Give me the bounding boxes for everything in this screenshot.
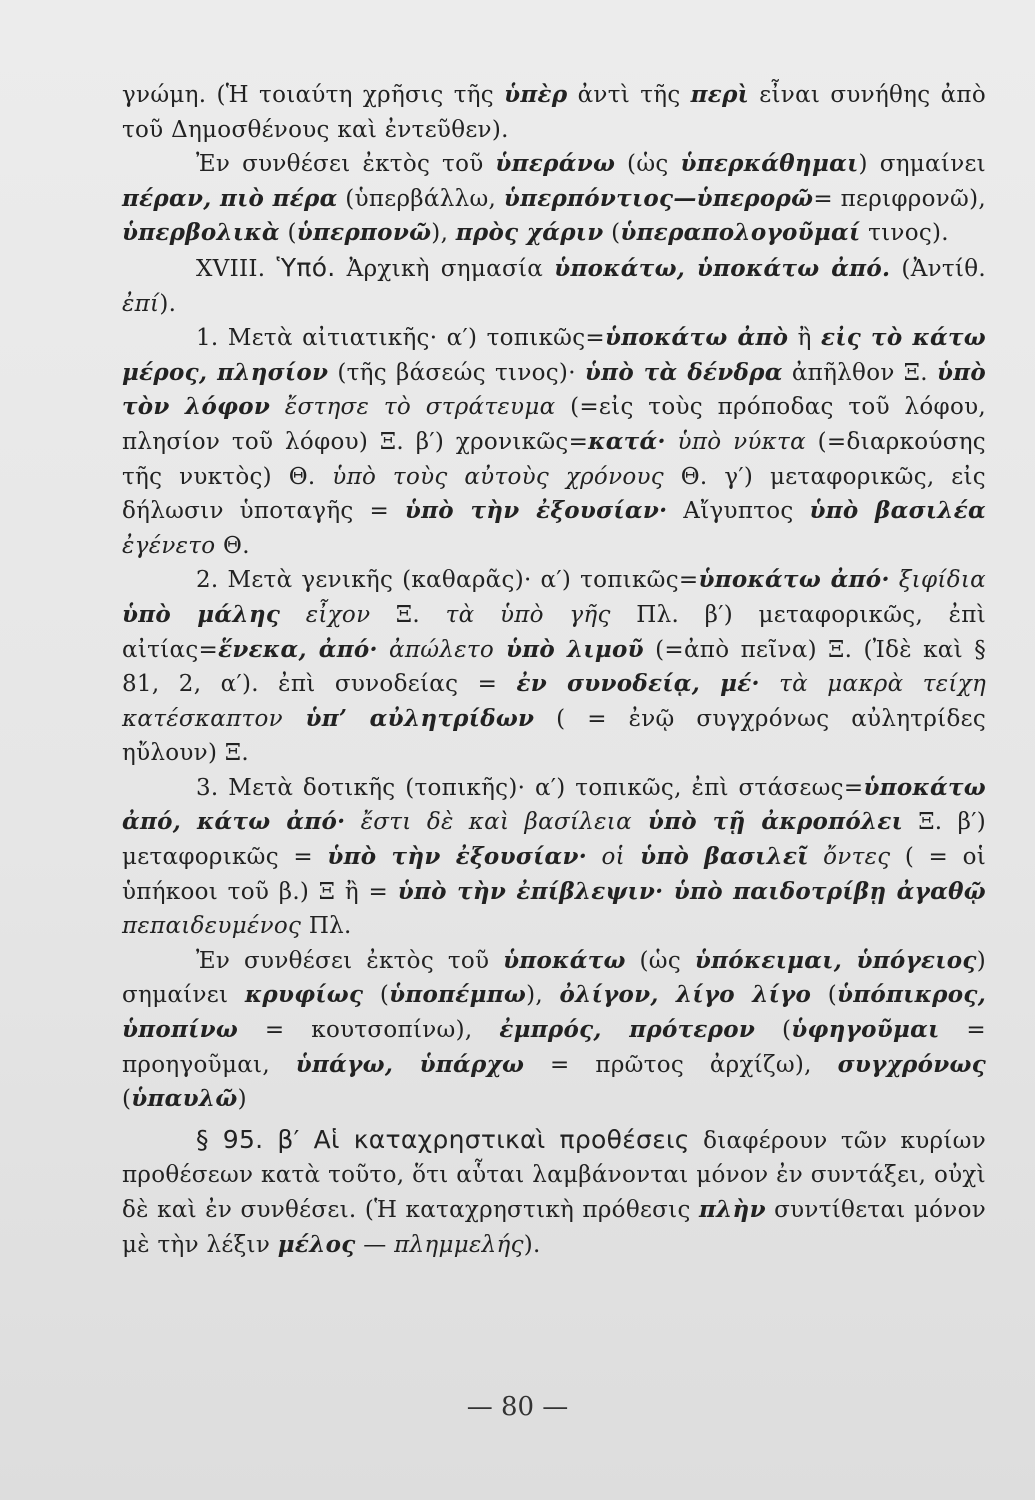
text-run: ) [237, 1086, 247, 1113]
text-run: ὑπὸ τοὺς αὐτοὺς χρόνους [332, 463, 664, 490]
text-run: = πρῶτος ἀρχίζω), [524, 1051, 838, 1078]
text-run: ὑπαυλῶ [131, 1085, 238, 1113]
text-run: εἰς τὸ κάτω μέρος, πλησίον [122, 324, 987, 386]
text-run: ὑπὸ παιδοτρίβῃ ἀγαθῷ [663, 877, 986, 905]
text-run: περὶ [690, 81, 750, 108]
text-run: Πλ. β′) μεταφορικῶς, ἐπὶ αἰτίας= [122, 601, 987, 663]
text-run: πλημμελής [394, 1231, 524, 1258]
text-run: ὑπὸ τὴν ἐπίβλεψιν· [397, 877, 664, 905]
text-run: ) σημαίνει [858, 151, 987, 178]
paragraph-7-composition [122, 944, 986, 1117]
text-run: Ἡ καταχρηστικὴ πρόθεσις [374, 1197, 699, 1223]
text-run: ὑπὸ μάλης [122, 600, 281, 628]
text-run: διαφέρουν τῶν κυρίων προθέσεων κατὰ τοῦτο, ὅτι αὗται λαμβάνονται μόνον ἐν συντάξει, οὐχὶ δὲ καὶ ἐν συνθέσει. ( [122, 1127, 986, 1223]
text-run: Ἀρχικὴ σημασία [335, 255, 555, 282]
text-run: Ξ. β′) μεταφορικῶς = [122, 809, 986, 871]
text-run: ὑφηγοῦμαι [791, 1016, 940, 1044]
text-run: πεπαιδευμένος [122, 913, 302, 940]
text-run: (=ἀπὸ πεῖνα) Ξ. (Ἰδὲ καὶ § 81, 2, α′). ἐπὶ συνοδείας = [122, 636, 987, 698]
text-run: εἶχον [280, 601, 371, 628]
text-run: ) σημαίνει [122, 947, 986, 1009]
text-run: Θ. γ′) μεταφορικῶς, εἰς δήλωσιν ὑποταγῆς = [122, 463, 986, 525]
text-run: § 95. β′ Αἱ καταχρηστικαὶ προθέσεις [196, 1124, 690, 1154]
text-run: εἶναι συνήθης ἀπὸ τοῦ Δημοσθένους καὶ ἐντεῦθεν). [122, 82, 986, 143]
page-number: — 80 — [466, 1392, 569, 1422]
text-run: ἢ [788, 325, 822, 352]
text-run: Ξ. [370, 601, 446, 628]
paragraph-5-genitive [122, 563, 986, 771]
text-run: Πλ. [301, 913, 352, 940]
text-run: συντίθεται μόνον μὲ τὴν λέξιν [122, 1197, 986, 1258]
text-run: ὑπὸ τῇ ἀκροπόλει [631, 808, 904, 836]
text-run: ὑπόκειμαι, ὑπόγειος [694, 946, 977, 974]
text-run: ( [811, 982, 838, 1009]
text-run: = κουτσοπίνω), [238, 1017, 500, 1044]
text-run: κρυφίως [244, 981, 364, 1009]
text-run: ὑπόπικρος, ὑποπίνω [122, 981, 987, 1044]
text-run: ὑπεράνω [495, 150, 616, 178]
text-run: (ὡς [615, 151, 681, 178]
paragraph-2 [122, 147, 986, 251]
text-run: ( [279, 220, 297, 247]
text-run: XVIII. [196, 255, 277, 282]
text-run: ὑποκάτω [503, 946, 626, 974]
text-run: ἔστησε τὸ στράτευμα [270, 394, 556, 421]
text-run: ), [526, 982, 560, 1009]
text-run: ὑπὸ λιμοῦ [494, 635, 644, 663]
text-run: κατά· [588, 427, 666, 455]
text-run: = περιφρονῶ), [813, 185, 986, 212]
text-run: οἱ [587, 844, 625, 871]
text-run: (ὑπερβάλλω, [337, 185, 504, 212]
text-run: ὑπὲρ [504, 81, 568, 108]
text-run: 1. Μετὰ αἰτιατικῆς· α′) τοπικῶς= [196, 325, 605, 352]
text-run: ὑπερπονῶ [296, 219, 432, 247]
text-run: ὑποκάτω ἀπὸ [604, 324, 789, 352]
paragraph-3-section-xviii [122, 251, 986, 321]
text-run: 2. Μετὰ γενικῆς (καθαρᾶς)· α′) τοπικῶς= [196, 567, 699, 594]
text-run: ὀλίγον, λίγο λίγο [559, 981, 812, 1009]
text-run: ( [122, 1086, 132, 1113]
text-run: Ἐν συνθέσει ἐκτὸς τοῦ [196, 947, 504, 974]
text-run: ( = ἐνῷ συγχρόνως αὐλητρίδες ηὔλουν) Ξ. [122, 705, 986, 767]
text-run: ἀντὶ τῆς [567, 82, 691, 108]
text-run: ὑπερβολικὰ [122, 219, 280, 247]
text-run: τὰ μακρὰ τείχη κατέσκαπτον [122, 671, 987, 732]
text-run: Θ. [215, 532, 250, 559]
text-run: — [355, 1231, 395, 1258]
text-run: μέλος [277, 1230, 356, 1258]
text-run: ἐγένετο [122, 532, 216, 559]
text-run: ἀπώλετο [377, 636, 495, 663]
text-run: ὑπὸ βασιλεῖ [625, 843, 809, 871]
text-run: ἐν συνοδείᾳ, μέ· [516, 670, 760, 698]
text-run: Ἡ τοιαύτη χρῆσις τῆς [225, 82, 505, 108]
text-run: ( [603, 220, 621, 247]
text-run: ἐμπρός, πρότερον [499, 1016, 756, 1044]
text-run: ὑποπέμπω [389, 981, 527, 1009]
text-run: (τῆς βάσεώς τινος)· [328, 359, 585, 386]
paragraph-1 [122, 78, 986, 147]
text-run: ὑπάγω, ὑπάρχω [295, 1050, 525, 1078]
text-run: (Ἀντίθ. [890, 255, 986, 282]
text-run: ὑπ’ αὐλητρίδων [282, 704, 535, 732]
text-run: ὑπεραπολογοῦμαί [620, 219, 861, 247]
text-run: ). [159, 290, 177, 317]
text-block [122, 78, 986, 1262]
text-run: τὰ ὑπὸ γῆς [445, 601, 611, 628]
text-run: (=εἰς τοὺς πρόποδας τοῦ λόφου, πλησίον τοῦ λόφου) Ξ. β′) χρονικῶς= [122, 394, 986, 455]
text-run: ὑποκάτω ἀπό· [698, 566, 890, 594]
text-run: ). [523, 1231, 541, 1258]
text-run: πλὴν [699, 1196, 766, 1223]
text-run: ὑπὸ βασιλέα [809, 497, 987, 525]
text-run: ὑπερπόντιος—ὑπερορῶ [503, 184, 814, 212]
text-run: (ὡς [625, 947, 695, 974]
text-run: ἔστι δὲ καὶ βασίλεια [345, 809, 632, 836]
text-run: ( [755, 1017, 792, 1044]
text-run: (=διαρκούσης τῆς νυκτὸς) Θ. [122, 428, 986, 490]
text-run: ( [363, 982, 390, 1009]
paragraph-8-section-95 [122, 1123, 986, 1262]
text-run: ξιφίδια [889, 567, 987, 594]
text-run: ), [431, 220, 456, 247]
text-run: Αἴγυπτος [667, 498, 810, 525]
text-run: ὑπὸ τὴν ἐξουσίαν· [404, 497, 668, 525]
text-run: ( = οἱ ὑπήκοοι τοῦ β.) Ξ ἢ = [122, 844, 987, 905]
text-run: ὄντες [808, 844, 891, 871]
text-run: πρὸς χάριν [455, 219, 604, 247]
paragraph-6-dative [122, 771, 986, 944]
text-run: ἀπῆλθον Ξ. [782, 359, 937, 386]
text-run: ὑπὸ τὴν ἐξουσίαν· [327, 843, 588, 871]
text-run: ὑπὸ τὸν λόφον [122, 358, 986, 421]
text-run: ὑποκάτω ἀπό, κάτω ἀπό· [122, 773, 986, 836]
text-run: Ἐν συνθέσει ἐκτὸς τοῦ [196, 151, 496, 178]
text-run: πέραν, πιὸ πέρα [122, 184, 338, 212]
text-run: 3. Μετὰ δοτικῆς (τοπικῆς)· α′) τοπικῶς, ἐπὶ στάσεως= [196, 774, 864, 801]
text-run: ἐπί [122, 290, 160, 317]
text-run: γνώμη. ( [122, 82, 226, 108]
text-run: τινος). [860, 220, 949, 247]
text-run: = προηγοῦμαι, [122, 1017, 986, 1078]
text-run: ὑπερκάθημαι [680, 150, 859, 178]
paragraph-4-accusative [122, 321, 986, 563]
text-run: ἕνεκα, ἀπό· [218, 635, 378, 663]
text-run: Ὑπό. [276, 252, 336, 282]
text-run: ὑπὸ τὰ δένδρα [584, 358, 783, 386]
text-run: ὑπὸ νύκτα [665, 428, 806, 455]
text-run: συγχρόνως [837, 1050, 987, 1078]
text-run: ὑποκάτω, ὑποκάτω ἀπό. [554, 254, 891, 282]
